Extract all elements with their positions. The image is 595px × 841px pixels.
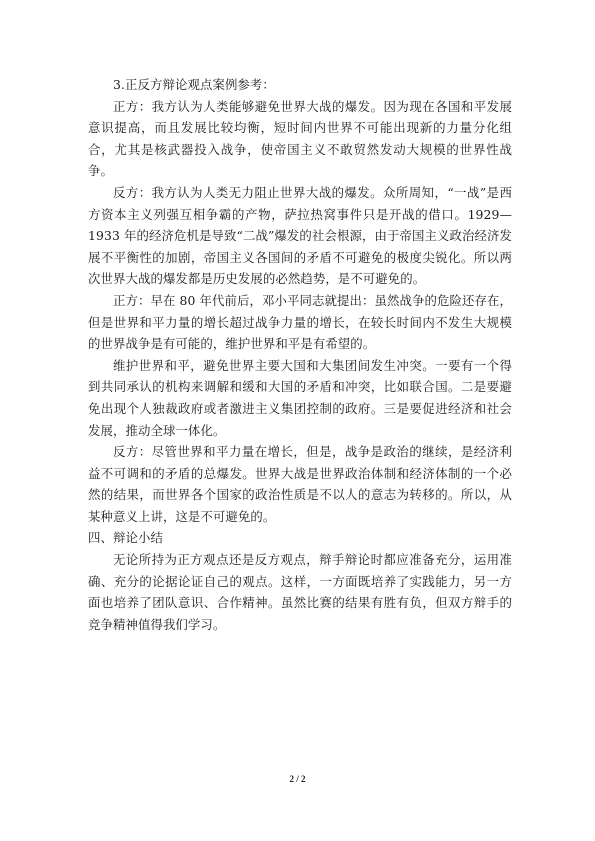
paragraph-negative-2: 反方：尽管世界和平力量在增长，但是，战争是政治的继续，是经济利益不可调和的矛盾的总爆发。世界大战是世界政治体制和经济体制的一个必然的结果，而世界各个国家的政治性质是不以人的意志为转移的。所以，从某种意义上讲，这是不可避免的。 <box>88 444 512 524</box>
paragraph-summary: 无论所持为正方观点还是反方观点，辩手辩论时都应准备充分，运用准确、充分的论据论证自己的观点。这样，一方面既培养了实践能力，另一方面也培养了团队意识、合作精神。虽然比赛的结果有胜有负，但双方辩手的竞争精神值得我们学习。 <box>88 552 512 632</box>
paragraph-affirmative-2: 正方：早在 80 年代前后，邓小平同志就提出：虽然战争的危险还存在，但是世界和平力量的增长超过战争力量的增长，在较长时间内不发生大规模的世界战争是有可能的，维护世界和平是有希望的。 <box>88 292 512 352</box>
section-title-summary: 四、辩论小结 <box>88 530 163 546</box>
page-number: 2 / 2 <box>289 774 306 784</box>
document-body <box>88 74 512 635</box>
paragraph-peace-measures: 维护世界和平，避免世界主要大国和大集团间发生冲突。一要有一个得到共同承认的机构来调解和缓和大国的矛盾和冲突，比如联合国。二是要避免出现个人独裁政府或者激进主义集团控制的政府。三是要促进经济和社会发展，推动全球一体化。 <box>88 357 512 438</box>
subsection-heading: 3.正反方辩论观点案例参考： <box>113 77 275 92</box>
paragraph-negative-1: 反方：我方认为人类无力阻止世界大战的爆发。众所周知，“一战”是西方资本主义列强互相争霸的产物，萨拉热窝事件只是开战的借口。1929—1933 年的经济危机是导致“二战”爆发的社会根源，由于帝国主义政治经济发展不平衡性的加剧，帝国主义各国间的矛盾不可避免的极度尖锐化。所以两次世界大战的爆发都是历史发展的必然趋势，是不可避免的。 <box>88 184 512 287</box>
paragraph-affirmative-1: 正方：我方认为人类能够避免世界大战的爆发。因为现在各国和平发展意识提高，而且发展比较均衡，短时间内世界不可能出现新的力量分化组合，尤其是核武器投入战争，使帝国主义不敢贸然发动大规模的世界性战争。 <box>88 98 512 179</box>
